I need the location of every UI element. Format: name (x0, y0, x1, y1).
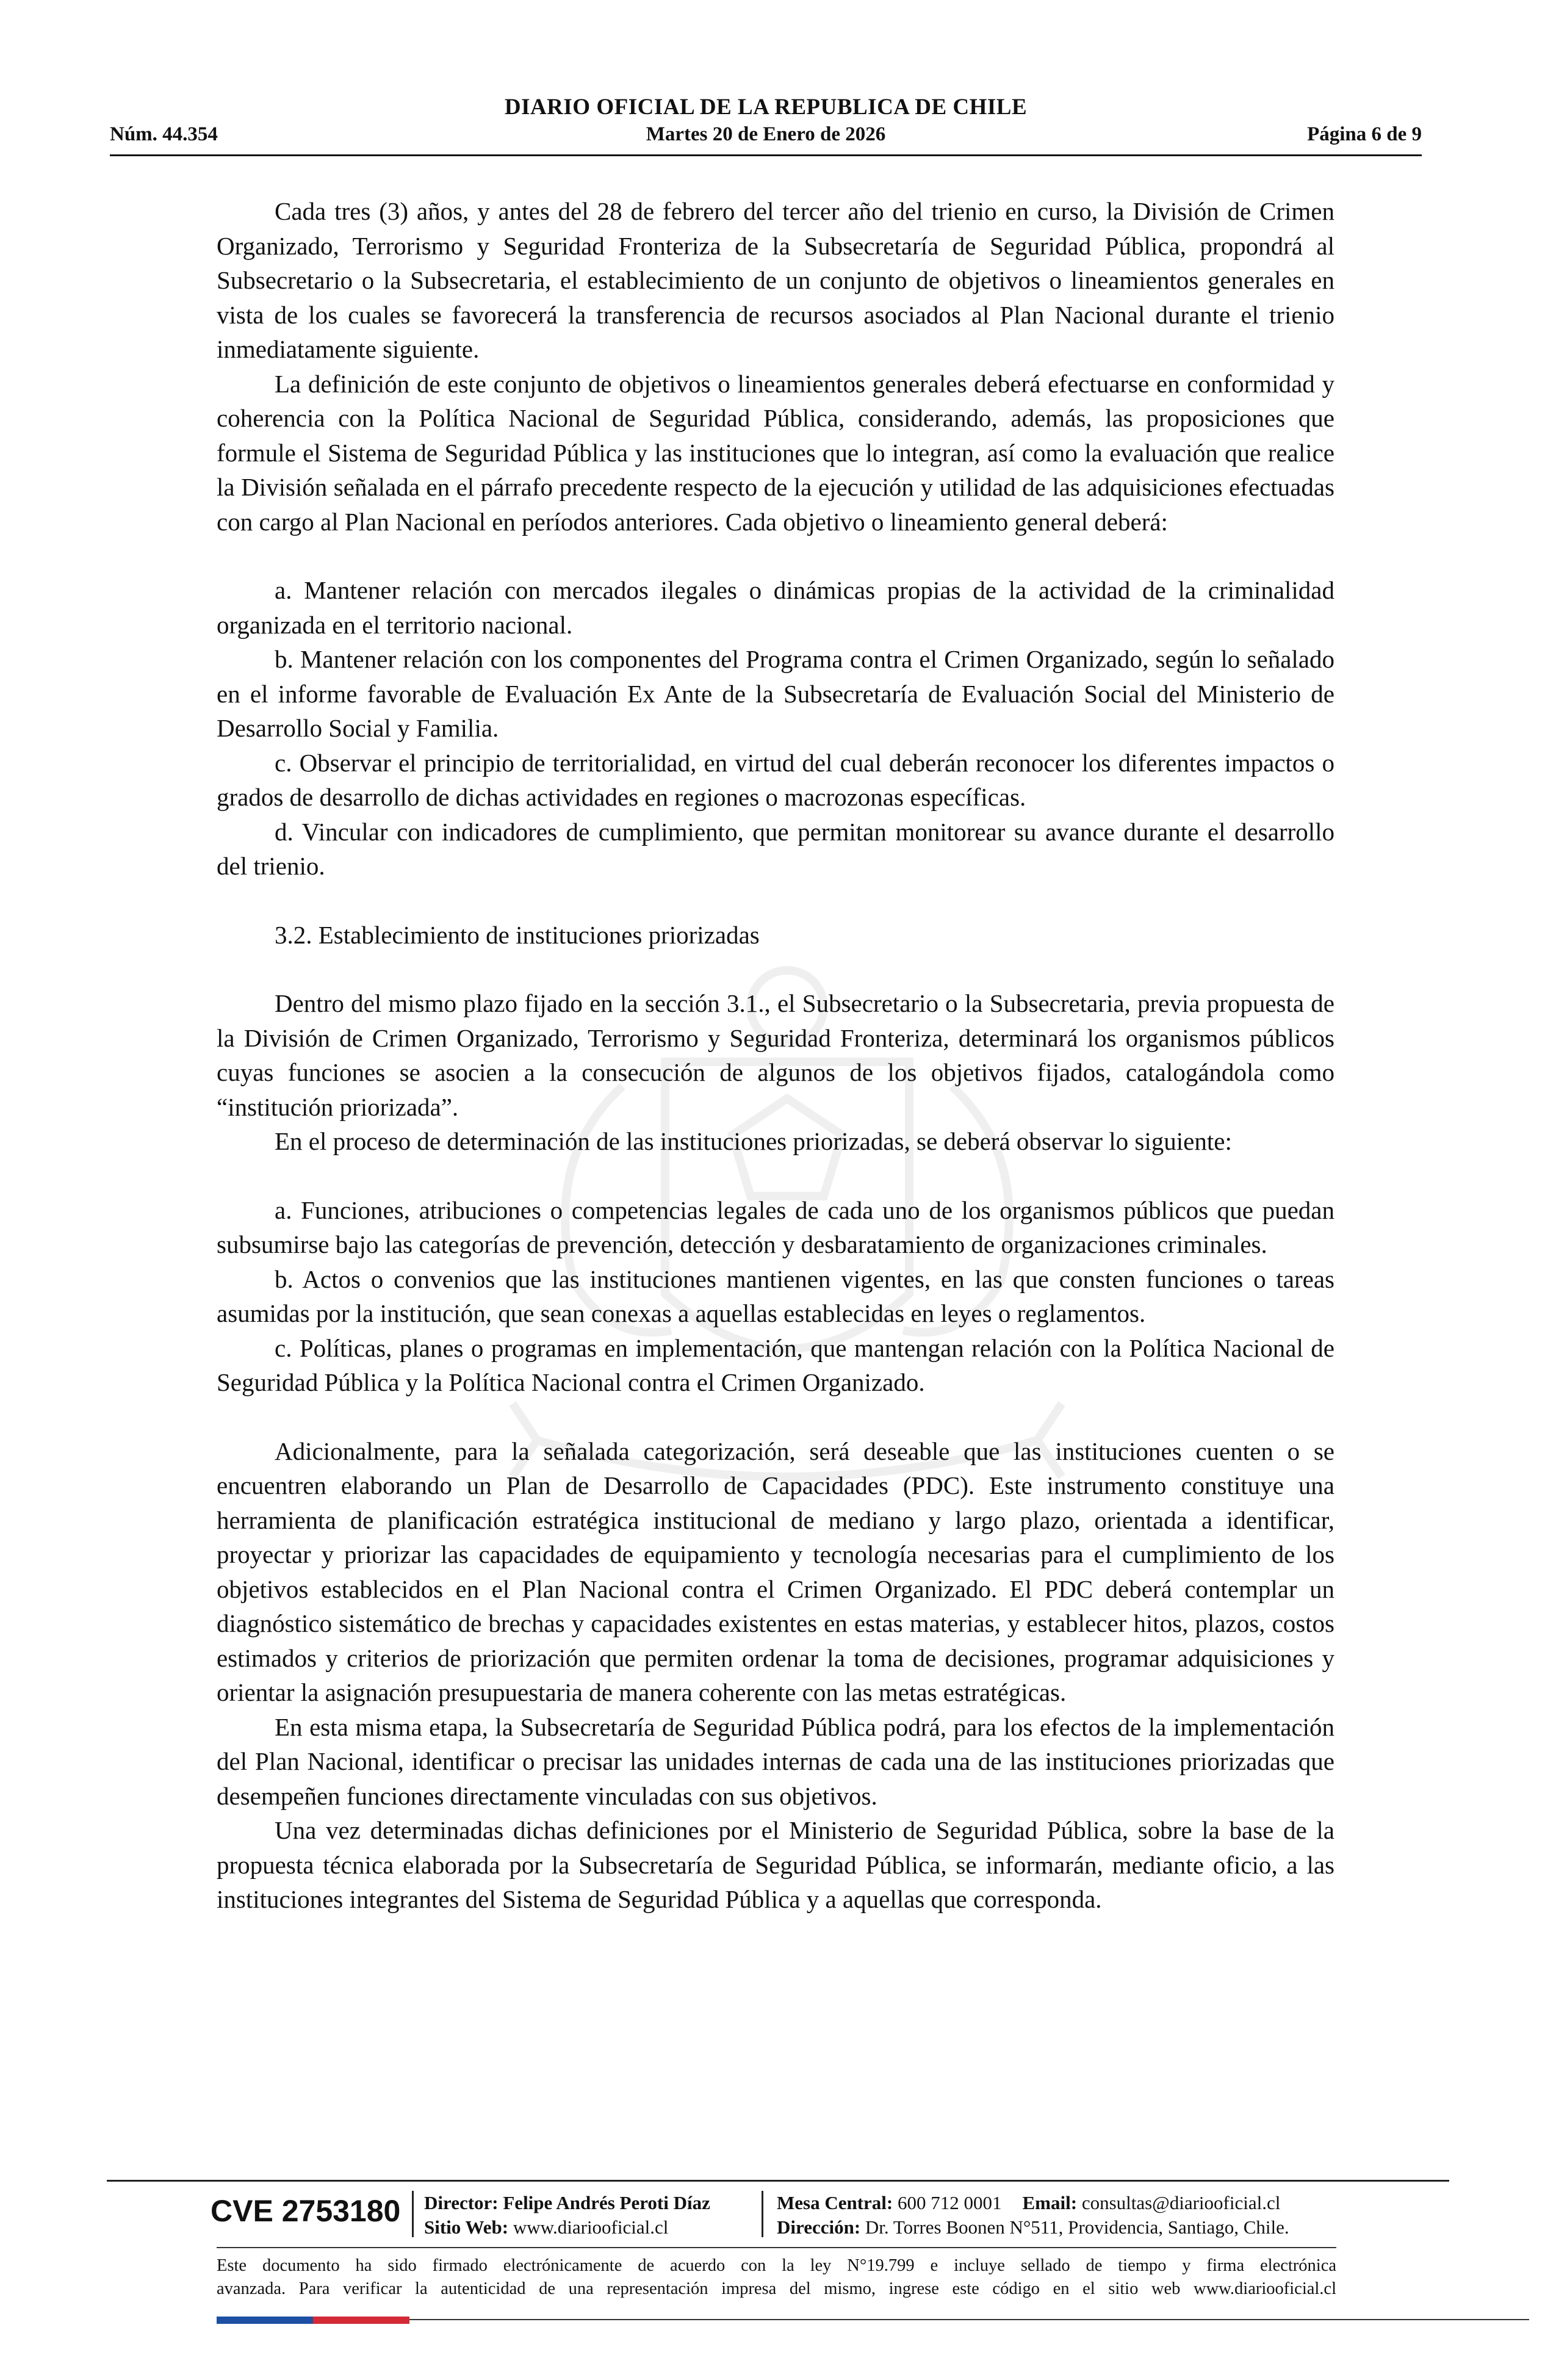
director-name: Felipe Andrés Peroti Díaz (503, 2192, 710, 2213)
mesa-central-phone: 600 712 0001 (898, 2192, 1002, 2213)
flag-red-segment (313, 2317, 409, 2324)
electronic-signature-notice (217, 2254, 1336, 2301)
paragraph: La definición de este conjunto de objetivos o lineamientos generales deberá efectuarse en conformidad y coherencia con la Política Nacional de Seguridad Pública, considerando, además, las proposiciones que formule el Sistema de Seguridad Pública y las instituciones que lo integran, así como la evaluación que realice la División señalada en el párrafo precedente respecto de la ejecución y utilidad de las adquisiciones efectuadas con cargo al Plan Nacional en períodos anteriores. Cada objetivo o lineamiento general deberá: (217, 369, 1334, 536)
list-item: c. Observar el principio de territorialidad, en virtud del cual deberán reconocer los diferentes impactos o grados de desarrollo de dichas actividades en regiones o macrozonas específicas. (217, 748, 1334, 811)
paragraph: Una vez determinadas dichas definiciones por el Ministerio de Seguridad Pública, sobre la base de la propuesta técnica elaborada por la Subsecretaría de Seguridad Pública, se informarán, mediante oficio, a las instituciones integrantes del Sistema de Seguridad Pública y a aquellas que corresponda. (217, 1816, 1334, 1913)
issue-date: Martes 20 de Enero de 2026 (646, 123, 886, 145)
paragraph: Dentro del mismo plazo fijado en la sección 3.1., el Subsecretario o la Subsecretaria, previa propuesta de la División de Crimen Organizado, Terrorismo y Seguridad Fronteriza, determinará los organismos públicos cuyas funciones se asocien a la consecución de algunos de los objetivos fijados, catalogándola como “institución priorizada”. (217, 989, 1334, 1121)
list-item: a. Funciones, atribuciones o competencias legales de cada uno de los organismos públicos que puedan subsumirse bajo las categorías de prevención, detección y desbaratamiento de organizaciones criminales. (217, 1195, 1334, 1258)
email-link[interactable]: consultas@diariooficial.cl (1081, 2192, 1281, 2213)
list-item: c. Políticas, planes o programas en implementación, que mantengan relación con la Política Nacional de Seguridad Pública y la Política Nacional contra el Crimen Organizado. (217, 1333, 1334, 1396)
director-label: Director: (424, 2192, 499, 2213)
address-value: Dr. Torres Boonen N°511, Providencia, Santiago, Chile. (865, 2216, 1289, 2238)
list-item: a. Mantener relación con mercados ilegales o dinámicas propias de la actividad de la criminalidad organizada en el territorio nacional. (217, 576, 1334, 639)
website-label: Sitio Web: (424, 2216, 509, 2238)
document-body (217, 194, 1334, 1917)
footer-divider (217, 2247, 1336, 2248)
list-item: d. Vincular con indicadores de cumplimiento, que permitan monitorear su avance durante el desarrollo del trienio. (217, 817, 1334, 880)
page-footer (107, 2180, 1449, 2363)
paragraph: Cada tres (3) años, y antes del 28 de febrero del tercer año del trienio en curso, la División de Crimen Organizado, Terrorismo y Seguridad Fronteriza de la Subsecretaría de Seguridad Pública, propondrá al Subsecretario o la Subsecretaria, el establecimiento de un conjunto de objetivos o lineamientos generales en vista de los cuales se favorecerá la transferencia de recursos asociados al Plan Nacional durante el trienio inmediatamente siguiente. (217, 197, 1334, 363)
mesa-central-label: Mesa Central: (777, 2192, 893, 2213)
footer-divider (409, 2319, 1529, 2320)
header-divider (110, 154, 1422, 156)
paragraph: En el proceso de determinación de las instituciones priorizadas, se deberá observar lo siguiente: (275, 1127, 1232, 1155)
paragraph: En esta misma etapa, la Subsecretaría de Seguridad Pública podrá, para los efectos de la implementación del Plan Nacional, identificar o precisar las unidades internas de cada una de las instituciones priorizadas que desempeñen funciones directamente vinculadas con sus objetivos. (217, 1712, 1334, 1810)
section-heading: 3.2. Establecimiento de instituciones priorizadas (275, 920, 760, 949)
footer-director-block (424, 2191, 710, 2240)
page-header (110, 92, 1422, 157)
gazette-title: DIARIO OFICIAL DE LA REPUBLICA DE CHILE (504, 95, 1028, 120)
paragraph: Adicionalmente, para la señalada categorización, será deseable que las instituciones cuenten o se encuentren elaborando un Plan de Desarrollo de Capacidades (PDC). Este instrumento constituye una herramienta de planificación estratégica institucional de mediano y largo plazo, orientada a identificar, proyectar y priorizar las capacidades de equipamiento y tecnología necesarias para el cumplimiento de los objetivos establecidos en el Plan Nacional contra el Crimen Organizado. El PDC deberá contemplar un diagnóstico sistemático de brechas y capacidades existentes en estas materias, y establecer hitos, plazos, costos estimados y criterios de priorización que permiten ordenar la toma de decisiones, programar adquisiciones y orientar la asignación presupuestaria de manera coherente con las metas estratégicas. (217, 1437, 1334, 1706)
flag-blue-segment (217, 2317, 313, 2324)
address-label: Dirección: (777, 2216, 861, 2238)
page-indicator: Página 6 de 9 (1307, 123, 1422, 145)
website-link[interactable]: www.diariooficial.cl (513, 2216, 669, 2238)
legal-line: Este documento ha sido firmado electrónicamente de acuerdo con la ley N°19.799 e incluye sellado de tiempo y firma electrónica (217, 2256, 1336, 2275)
issue-number: Núm. 44.354 (110, 123, 218, 145)
flag-color-bar (217, 2317, 409, 2324)
footer-separator (762, 2191, 763, 2237)
list-item: b. Mantener relación con los componentes del Programa contra el Crimen Organizado, según lo señalado en el informe favorable de Evaluación Ex Ante de la Subsecretaría de Evaluación Social del Ministerio de Desarrollo Social y Familia. (217, 645, 1334, 742)
list-item: b. Actos o convenios que las instituciones mantienen vigentes, en las que consten funciones o tareas asumidas por la institución, que sean conexas a aquellas establecidas en leyes o reglamentos. (217, 1264, 1334, 1327)
legal-line: avanzada. Para verificar la autenticidad de una representación impresa del mismo, ingrese este código en el sitio web www.diariooficial.cl (217, 2279, 1336, 2298)
footer-separator (412, 2191, 414, 2237)
footer-divider (107, 2180, 1449, 2182)
cve-code: CVE 2753180 (211, 2194, 401, 2228)
footer-contact-block (777, 2191, 1289, 2240)
email-label: Email: (1022, 2192, 1078, 2213)
